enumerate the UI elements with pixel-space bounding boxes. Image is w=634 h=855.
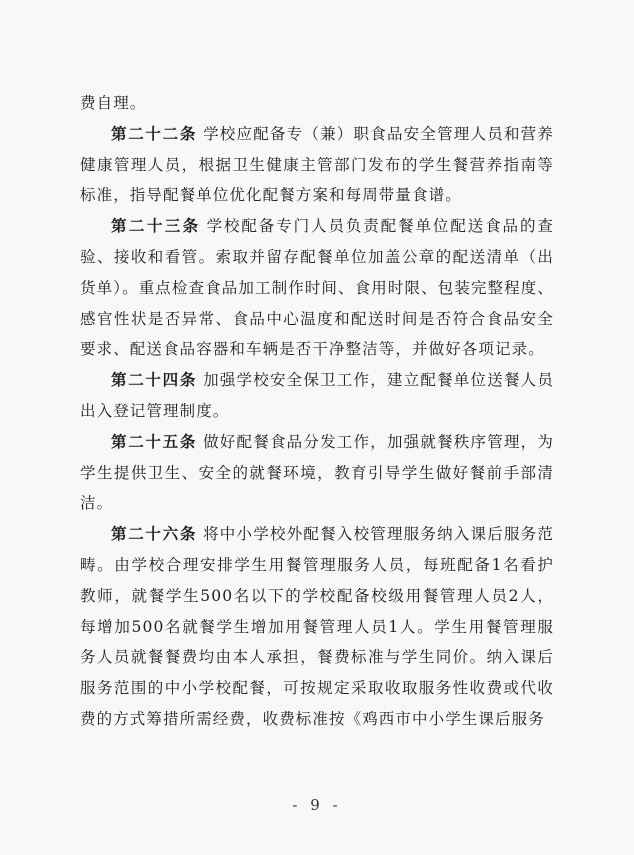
article-text: 做好配餐食品分发工作，加强就餐秩序管理，为学生提供卫生、安全的就餐环境，教育引导学生做好餐前手部清洁。 <box>80 432 554 513</box>
article-heading: 第二十二条 <box>111 124 198 143</box>
article-26 <box>80 519 554 735</box>
page-number: - 9 - <box>292 796 342 814</box>
article-heading: 第二十六条 <box>111 525 198 544</box>
article-22 <box>80 119 554 211</box>
article-text: 将中小学校外配餐入校管理服务纳入课后服务范畴。由学校合理安排学生用餐管理服务人员，每班配备1名看护教师，就餐学生500名以下的学校配备校级用餐管理人员2人，每增加500名就餐学生增加用餐管理人员1人。学生用餐管理服务人员就餐餐费均由本人承担，餐费标准与学生同价。纳入课后服务范围的中小学校配餐，可按规定采取收取服务性收费或代收费的方式筹措所需经费，收费标准按《鸡西市中小学生课后服务 <box>80 525 554 728</box>
article-text: 学校配备专门人员负责配餐单位配送食品的查验、接收和看管。索取并留存配餐单位加盖公章的配送清单（出货单）。重点检查食品加工制作时间、食用时限、包装完整程度、感官性状是否异常、食品中心温度和配送时间是否符合食品安全要求、配送食品容器和车辆是否干净整洁等，并做好各项记录。 <box>80 217 554 359</box>
article-heading: 第二十三条 <box>111 217 201 236</box>
article-25 <box>80 427 554 519</box>
article-text: 加强学校安全保卫工作，建立配餐单位送餐人员出入登记管理制度。 <box>80 371 554 420</box>
article-heading: 第二十四条 <box>111 371 198 390</box>
document-body <box>80 88 554 735</box>
paragraph-text: 费自理。 <box>80 94 147 112</box>
article-24 <box>80 365 554 427</box>
article-23 <box>80 211 554 365</box>
paragraph-continuation <box>80 88 554 119</box>
article-text: 学校应配备专（兼）职食品安全管理人员和营养健康管理人员，根据卫生健康主管部门发布的学生餐营养指南等标准，指导配餐单位优化配餐方案和每周带量食谱。 <box>80 124 554 205</box>
article-heading: 第二十五条 <box>111 432 198 451</box>
